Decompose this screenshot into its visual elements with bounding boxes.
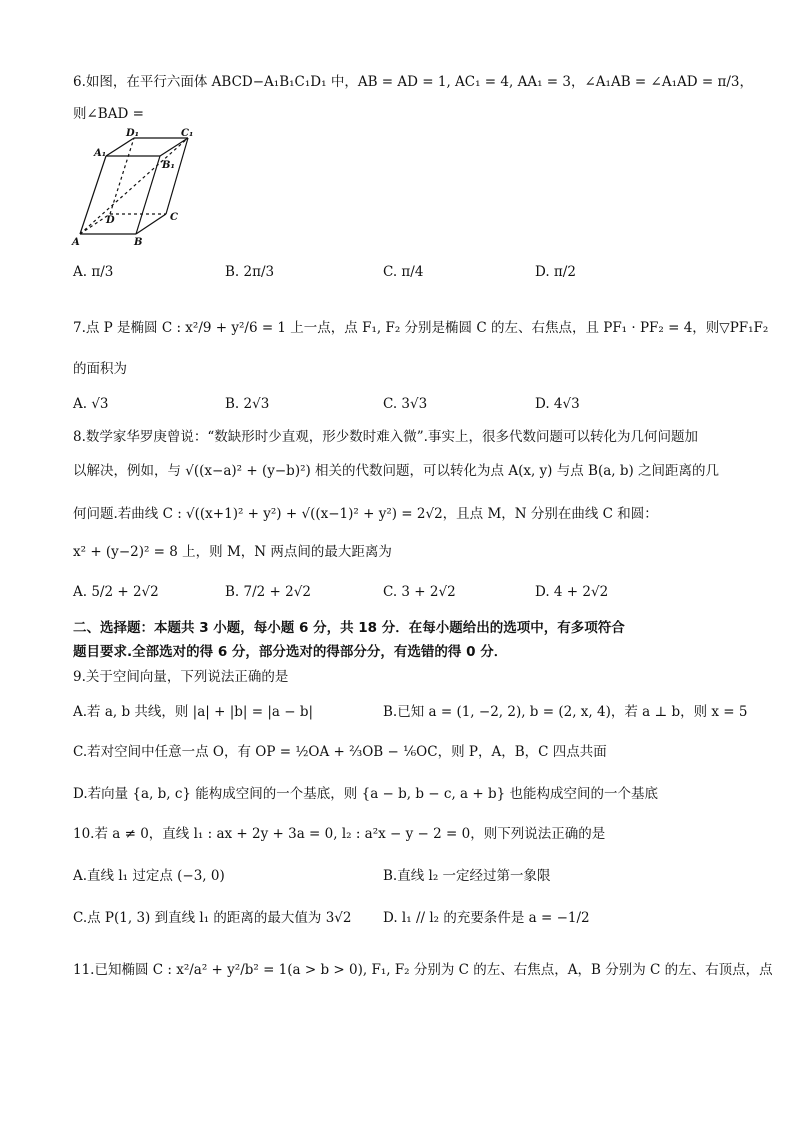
q10-stem: 10.若 a ≠ 0，直线 l₁ : ax + 2y + 3a = 0, l₂ : a²x − y − 2 = 0，则下列说法正确的是 xyxy=(73,826,606,842)
q8-stem-line4: x² + (y−2)² = 8 上，则 M，N 两点间的最大距离为 xyxy=(73,544,392,560)
label-C: C xyxy=(170,212,178,223)
q9-option-d: D.若向量 {a, b, c} 能构成空间的一个基底，则 {a − b, b − c, a + b} 也能构成空间的一个基底 xyxy=(73,786,659,802)
q9-stem: 9.关于空间向量，下列说法正确的是 xyxy=(73,669,289,685)
q10-option-d: D. l₁ // l₂ 的充要条件是 a = −1/2 xyxy=(383,910,590,926)
q6-option-b: B. 2π/3 xyxy=(225,264,275,280)
q11-stem-line1: 11.已知椭圆 C : x²/a² + y²/b² = 1(a > b > 0), F₁, F₂ 分别为 C 的左、右焦点，A，B 分别为 C 的左、右顶点，点 xyxy=(73,962,773,978)
label-B: B xyxy=(134,237,143,248)
parallelepiped-figure xyxy=(70,128,200,248)
q6-option-c: C. π/4 xyxy=(383,264,424,280)
label-C1: C₁ xyxy=(181,128,194,139)
q8-option-b: B. 7/2 + 2√2 xyxy=(225,584,311,600)
q8-stem-line1: 8.数学家华罗庚曾说：“数缺形时少直观，形少数时难入微”.事实上，很多代数问题可以转化为几何问题加 xyxy=(73,429,698,445)
q9-option-b: B.已知 a = (1, −2, 2), b = (2, x, 4)，若 a ⊥ b，则 x = 5 xyxy=(383,704,748,720)
q10-option-b: B.直线 l₂ 一定经过第一象限 xyxy=(383,868,551,884)
label-A: A xyxy=(72,237,80,248)
q7-option-a: A. √3 xyxy=(73,396,109,412)
q8-option-a: A. 5/2 + 2√2 xyxy=(73,584,159,600)
q6-option-d: D. π/2 xyxy=(535,264,576,280)
label-D: D xyxy=(106,215,115,226)
q6-stem-line2: 则∠BAD = xyxy=(73,106,144,122)
q8-option-d: D. 4 + 2√2 xyxy=(535,584,609,600)
q7-stem-line2: 的面积为 xyxy=(73,361,127,377)
label-A1: A₁ xyxy=(94,148,107,159)
q8-stem-line2: 以解决，例如，与 √((x−a)² + (y−b)²) 相关的代数问题，可以转化为点 A(x, y) 与点 B(a, b) 之间距离的几 xyxy=(73,463,720,479)
q10-option-a: A.直线 l₁ 过定点 (−3, 0) xyxy=(73,868,225,884)
q7-option-b: B. 2√3 xyxy=(225,396,270,412)
q8-option-c: C. 3 + 2√2 xyxy=(383,584,456,600)
section2-heading-line2: 题目要求.全部选对的得 6 分，部分选对的得部分分，有选错的得 0 分． xyxy=(73,644,508,660)
label-B1: B₁ xyxy=(162,160,175,171)
q6-option-a: A. π/3 xyxy=(73,264,114,280)
q8-stem-line3: 何问题.若曲线 C : √((x+1)² + y²) + √((x−1)² + y²) = 2√2，且点 M，N 分别在曲线 C 和圆： xyxy=(73,506,658,522)
q9-option-c: C.若对空间中任意一点 O，有 OP = ½OA + ⅔OB − ⅙OC，则 P，A，B，C 四点共面 xyxy=(73,744,607,760)
q7-option-d: D. 4√3 xyxy=(535,396,580,412)
section2-heading-line1: 二、选择题：本题共 3 小题，每小题 6 分，共 18 分．在每小题给出的选项中，有多项符合 xyxy=(73,620,625,636)
q7-option-c: C. 3√3 xyxy=(383,396,428,412)
q9-option-a: A.若 a, b 共线，则 |a| + |b| = |a − b| xyxy=(73,704,314,720)
label-D1: D₁ xyxy=(126,128,140,139)
q6-stem-line1: 6.如图，在平行六面体 ABCD−A₁B₁C₁D₁ 中，AB = AD = 1, AC₁ = 4, AA₁ = 3，∠A₁AB = ∠A₁AD = π/3， xyxy=(73,74,753,90)
q7-stem-line1: 7.点 P 是椭圆 C : x²/9 + y²/6 = 1 上一点，点 F₁, F₂ 分别是椭圆 C 的左、右焦点，且 PF₁ · PF₂ = 4，则▽PF₁F₂ xyxy=(73,320,769,336)
q10-option-c: C.点 P(1, 3) 到直线 l₁ 的距离的最大值为 3√2 xyxy=(73,910,352,926)
